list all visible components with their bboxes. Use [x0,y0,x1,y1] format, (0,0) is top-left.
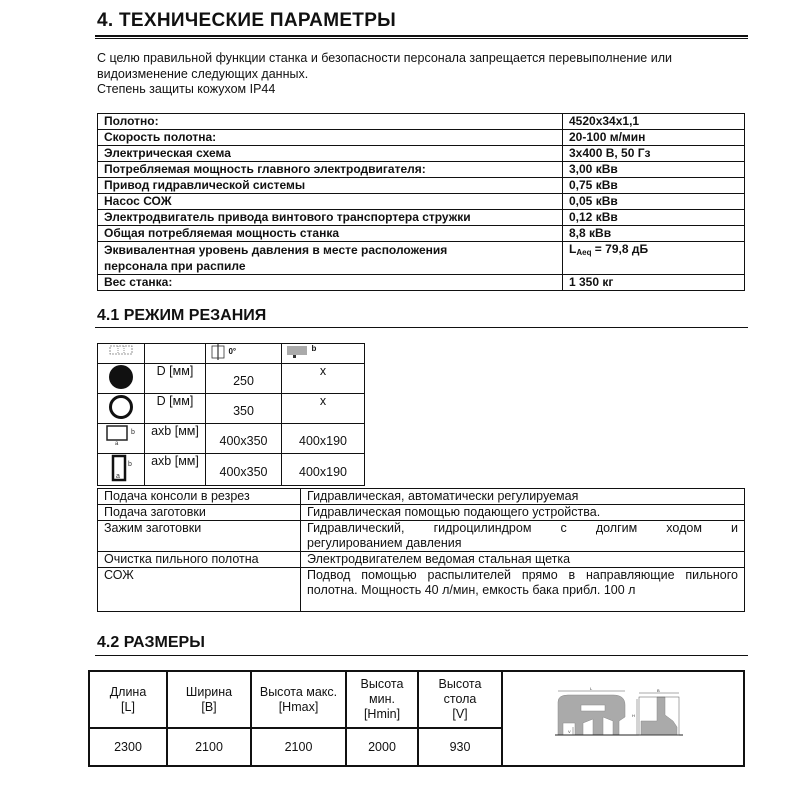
value-cell: 400x350 [206,424,282,454]
column-header [89,671,167,728]
value-cell: 2300 [89,728,167,766]
svg-text:a: a [116,473,120,480]
cutting-rule [95,327,748,328]
value-cell: 2100 [167,728,251,766]
spec-value: 4520x34x1,1 [563,114,745,130]
header-line: стола [443,692,477,706]
spec-label: Привод гидравлической системы [98,178,563,194]
spec-value [563,242,745,275]
feature-value-line: регулированием давления [307,536,462,550]
spec-label: Общая потребляемая мощность станка [98,226,563,242]
features-table [97,488,745,612]
svg-text:B: B [657,687,660,693]
column-header [346,671,418,728]
bundle-icon [286,345,308,359]
value-cell: 2100 [251,728,346,766]
table-header-row [89,671,744,728]
header-line: [Hmin] [363,707,401,721]
angle-header [206,344,282,364]
header-line: [B] [201,699,217,714]
unit-cell: axb [мм] [145,424,206,454]
dimensions-title: 4.2 РАЗМЕРЫ [97,634,205,651]
unit-cell: D [мм] [145,364,206,394]
feature-label: Подача заготовки [98,505,301,521]
feature-label: Зажим заготовки [98,521,301,552]
intro-text [97,51,747,98]
spec-label: Вес станка: [98,275,563,291]
solid-round-icon [98,364,145,394]
spec-label: Полотно: [98,114,563,130]
dimensions-table [88,670,745,767]
title-rule [95,35,748,37]
dimensions-rule [95,655,748,656]
value-cell: 400x190 [282,454,365,486]
value-cell: 350 [206,394,282,424]
spec-label: Электрическая схема [98,146,563,162]
table-row [98,568,745,612]
table-row [98,521,745,552]
column-header [167,671,251,728]
value-cell: 930 [418,728,502,766]
angle-label: 0° [228,347,237,356]
table-row [98,275,745,291]
table-row [98,226,745,242]
table-row [98,194,745,210]
spec-value: 0,05 кВв [563,194,745,210]
spec-value: 3,00 кВв [563,162,745,178]
feature-value: Подвод помощью распылителей прямо в направляющие пильного полотна. Мощность 40 л/мин, емкость бака прибл. 100 л [301,568,745,612]
rect-vertical-icon [98,454,145,486]
table-row [98,552,745,568]
feature-label: СОЖ [98,568,301,612]
svg-text:V: V [568,728,571,734]
svg-text:b: b [128,461,132,468]
table-row [98,242,745,275]
header-line: Высота [438,677,482,691]
value-symbol: L [569,242,577,256]
machine-diagram [502,671,744,766]
spec-label: Насос СОЖ [98,194,563,210]
column-header [418,671,502,728]
spec-value: 3x400 В, 50 Гз [563,146,745,162]
cutting-table [97,343,365,486]
spec-value: 8,8 кВв [563,226,745,242]
unit-cell: axb [мм] [145,454,206,486]
section-title: 4. ТЕХНИЧЕСКИЕ ПАРАМЕТРЫ [97,10,397,31]
table-row [98,162,745,178]
table-row [98,364,365,394]
header-line: [V] [452,707,468,721]
cutting-title: 4.1 РЕЖИМ РЕЗАНИЯ [97,307,267,324]
feature-value: Гидравлическая, автоматически регулируемая [301,489,745,505]
spec-label [98,242,563,275]
intro-line: С целю правильной функции станка и безопасности персонала запрещается перевыполнение или [97,51,672,65]
table-row [98,394,365,424]
column-header [251,671,346,728]
table-header-row [98,344,365,364]
spec-value: 1 350 кг [563,275,745,291]
spec-value: 20-100 м/мин [563,130,745,146]
table-row [98,146,745,162]
feature-value [301,521,745,552]
value-subscript: Aeq [576,248,592,257]
table-row [98,114,745,130]
blade-icon [98,344,145,364]
header-line: [L] [121,699,135,714]
header-line: Длина [109,684,147,699]
spec-value: 0,12 кВв [563,210,745,226]
feature-value-line: Гидравлический, гидроцилиндром с долгим ходом и [307,521,738,535]
value-cell: 2000 [346,728,418,766]
spec-label: Потребляемая мощность главного электродвигателя: [98,162,563,178]
intro-line: видоизменение следующих данных. [97,66,309,81]
table-row [98,210,745,226]
feature-label: Подача консоли в резрез [98,489,301,505]
bundle-header [282,344,365,364]
value-number: = 79,8 дБ [591,242,649,256]
feature-label: Очистка пильного полотна [98,552,301,568]
svg-text:L: L [590,686,593,691]
title-rule-thin [95,38,748,39]
protection-class: Степень защиты кожухом IP44 [97,82,276,96]
header-line: [Hmax] [278,699,319,714]
tube-round-icon [98,394,145,424]
svg-text:H: H [632,712,635,718]
header-line: Высота макс. [259,684,338,699]
header-line: Высота [360,677,404,691]
spec-label: Электродвигатель привода винтового транспортера стружки [98,210,563,226]
value-cell: 400x190 [282,424,365,454]
spec-label-line: персонала при распиле [104,259,246,273]
table-row [98,178,745,194]
bundle-b-label: b [311,344,317,353]
svg-text:a: a [115,441,119,446]
spec-label-line: Эквивалентная уровень давления в месте расположения [104,243,448,257]
feature-value: Гидравлическая помощью подающего устройства. [301,505,745,521]
unit-header [145,344,206,364]
svg-text:b: b [131,429,135,436]
table-row [98,489,745,505]
value-cell: 250 [206,364,282,394]
straight-cut-icon [211,344,225,360]
header-line: Ширина [185,684,233,699]
table-row [98,454,365,486]
table-row [98,505,745,521]
feature-value: Электродвигателем ведомая стальная щетка [301,552,745,568]
spec-value: 0,75 кВв [563,178,745,194]
spec-label: Скорость полотна: [98,130,563,146]
unit-cell: D [мм] [145,394,206,424]
machine-dimensions-diagram-icon [553,687,693,747]
table-row [98,130,745,146]
value-cell: x [282,394,365,424]
rect-horizontal-icon [98,424,145,454]
value-cell: x [282,364,365,394]
specs-table [97,113,745,291]
header-line: мин. [369,692,395,706]
table-row [98,424,365,454]
value-cell: 400x350 [206,454,282,486]
